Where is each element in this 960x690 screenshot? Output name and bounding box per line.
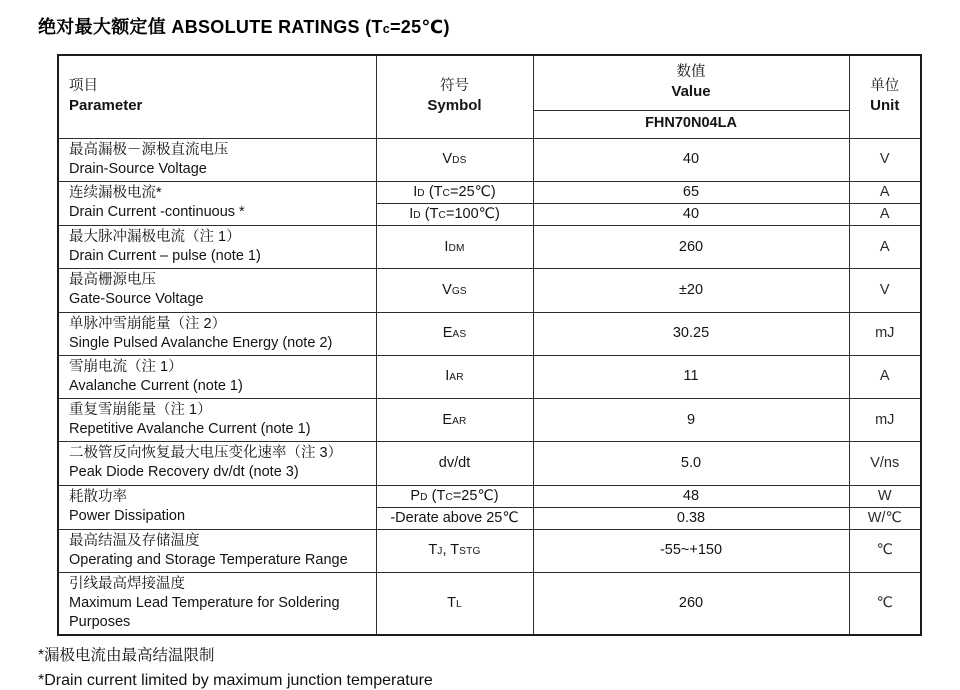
parameter-en: Operating and Storage Temperature Range [69,551,348,568]
table-row [58,442,921,485]
subscript: L [456,599,462,611]
table-row [58,573,921,636]
unit-column-header [849,55,921,138]
value-cell: 9 [533,399,849,442]
value-cell: 11 [533,355,849,398]
footnote-zh: *漏极电流由最高结温限制 [38,647,215,665]
parameter-en: Drain-Source Voltage [69,160,207,177]
parameter-zh: 雪崩电流（注 1） [69,358,183,375]
table-row [58,355,921,398]
unit-cell: mJ [849,312,921,355]
value-cell: 65 [533,181,849,203]
parameter-en: Peak Diode Recovery dv/dt (note 3) [69,464,299,481]
subscript: DM [448,242,465,254]
table-row [58,312,921,355]
symbol-cell: EAR [376,399,533,442]
unit-header-en: Unit [870,97,900,115]
ratings-table-head [58,55,921,138]
table-row [58,529,921,572]
table-row [58,181,921,203]
parameter-zh: 最高漏极－源极直流电压 [69,141,229,158]
parameter-zh: 最高结温及存储温度 [69,532,200,549]
symbol-header-zh: 符号 [440,78,469,95]
value-cell: -55~+150 [533,529,849,572]
symbol-cell: VGS [376,269,533,312]
subscript: C [442,187,451,199]
parameter-cell [58,573,376,636]
table-row [58,399,921,442]
unit-cell: mJ [849,399,921,442]
unit-cell: ℃ [849,573,921,636]
parameter-cell [58,138,376,181]
parameter-cell [58,529,376,572]
symbol-cell: IAR [376,355,533,398]
ratings-table-body [58,138,921,635]
value-cell: 40 [533,203,849,225]
parameter-en: Drain Current – pulse (note 1) [69,248,261,265]
value-cell: ±20 [533,269,849,312]
parameter-en: Repetitive Avalanche Current (note 1) [69,421,311,438]
symbol-cell: PD (TC=25℃) [376,485,533,507]
unit-cell: V [849,138,921,181]
parameter-column-header [58,55,376,138]
value-cell: 5.0 [533,442,849,485]
subscript: AR [452,415,467,427]
parameter-zh: 最大脉冲漏极电流（注 1） [69,229,241,245]
unit-cell: W [849,485,921,507]
parameter-cell [58,312,376,355]
parameter-en: Gate-Source Voltage [69,291,204,308]
symbol-header-en: Symbol [427,97,482,115]
subscript: AS [452,329,467,341]
parameter-en: Power Dissipation [69,508,186,525]
ratings-table-wrap [57,54,960,636]
parameter-zh: 耗散功率 [69,489,127,505]
subscript: GS [451,285,467,297]
parameter-zh: 单脉冲雪崩能量（注 2） [69,315,227,332]
subscript: D [413,209,421,221]
parameter-cell [58,226,376,269]
page-title: 绝对最大额定值 ABSOLUTE RATINGS (Tc=25℃) [38,17,450,37]
subscript: C [445,491,453,503]
value-header-zh: 数值 [676,64,706,81]
footnotes [38,643,960,690]
parameter-cell [58,355,376,398]
datasheet-page [0,13,960,690]
unit-cell: V [849,269,921,312]
subscript: AR [449,372,464,384]
part-number: FHN70N04LA [533,110,849,138]
parameter-zh: 连续漏极电流* [69,185,162,202]
symbol-cell: ID (TC=100℃) [376,203,533,225]
symbol-cell: TL [376,573,533,636]
subscript: D [417,187,425,199]
unit-cell: A [849,203,921,225]
parameter-en: Drain Current -continuous * [69,204,245,221]
unit-cell: V/ns [849,442,921,485]
value-header-en: Value [671,83,711,101]
footnote-en: *Drain current limited by maximum junction temperature [38,672,433,690]
value-cell: 48 [533,485,849,507]
subscript: c [382,22,390,36]
ratings-table [57,54,922,636]
unit-cell: A [849,181,921,203]
parameter-zh: 引线最高焊接温度 [69,576,185,592]
table-row [58,226,921,269]
unit-cell: A [849,226,921,269]
parameter-en: Maximum Lead Temperature for Soldering Purposes [69,595,340,631]
subscript: D [420,491,428,503]
parameter-en: Avalanche Current (note 1) [69,377,243,394]
value-cell: 40 [533,138,849,181]
subscript: STG [459,546,481,558]
parameter-cell [58,485,376,529]
unit-header-zh: 单位 [870,78,900,95]
parameter-cell [58,399,376,442]
table-row [58,485,921,507]
unit-cell: A [849,355,921,398]
parameter-en: Single Pulsed Avalanche Energy (note 2) [69,334,333,351]
symbol-cell: IDM [376,226,533,269]
parameter-header-en: Parameter [69,97,143,115]
subscript: C [438,209,446,221]
symbol-cell: EAS [376,312,533,355]
parameter-cell [58,269,376,312]
unit-cell: W/℃ [849,507,921,529]
parameter-header-zh: 项目 [69,78,98,95]
table-row [58,138,921,181]
value-cell: 260 [533,573,849,636]
subscript: J [437,546,443,558]
symbol-cell: dv/dt [376,442,533,485]
subscript: DS [452,155,467,167]
parameter-zh: 二极管反向恢复最大电压变化速率（注 3） [69,445,343,462]
parameter-cell [58,181,376,225]
value-column-header [533,55,849,110]
symbol-column-header [376,55,533,138]
symbol-cell: VDS [376,138,533,181]
table-row [58,269,921,312]
symbol-cell: ID (TC=25℃) [376,181,533,203]
value-cell: 260 [533,226,849,269]
unit-cell: ℃ [849,529,921,572]
parameter-zh: 重复雪崩能量（注 1） [69,402,212,418]
header-row-top [58,55,921,110]
value-cell: 0.38 [533,507,849,529]
parameter-zh: 最高栅源电压 [69,272,156,289]
symbol-cell: TJ, TSTG [376,529,533,572]
symbol-cell: -Derate above 25℃ [376,507,533,529]
value-cell: 30.25 [533,312,849,355]
parameter-cell [58,442,376,485]
